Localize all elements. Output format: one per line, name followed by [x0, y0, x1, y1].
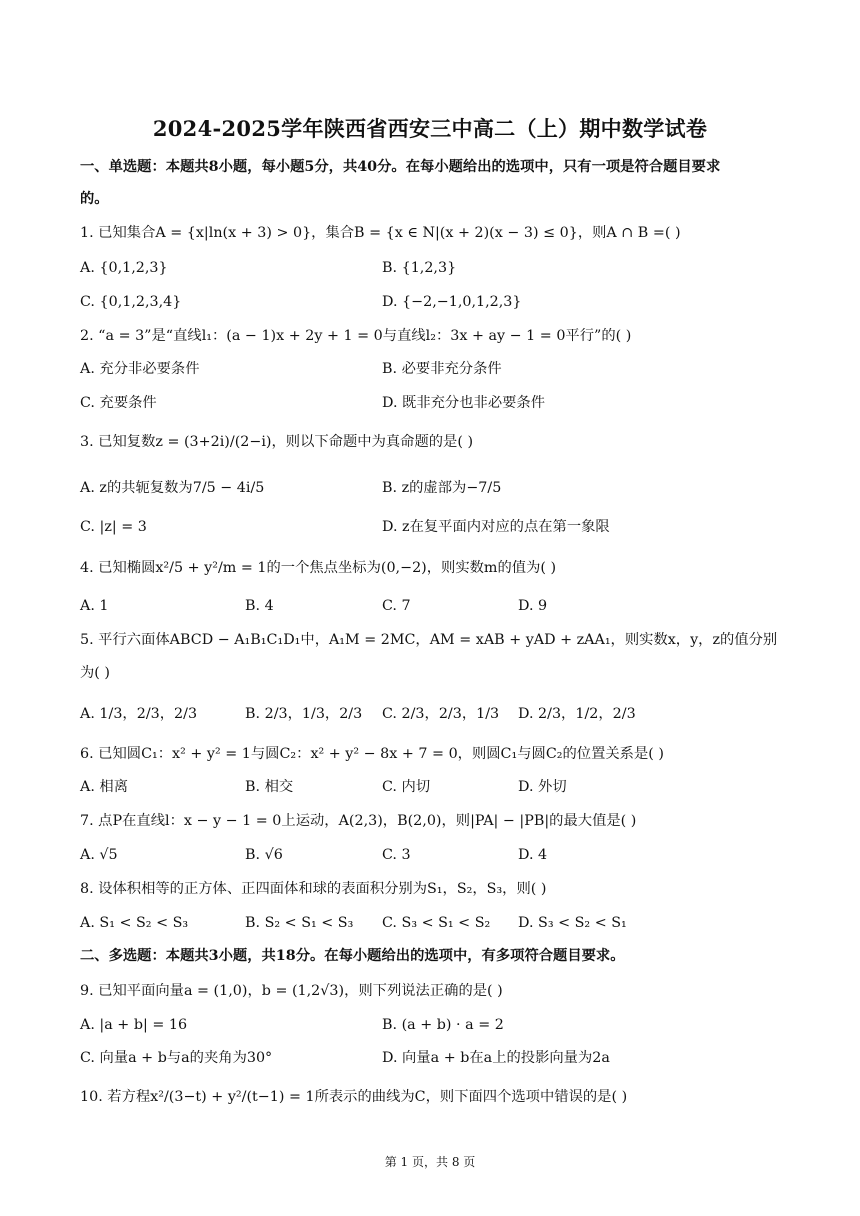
question-3-stem: 3. 已知复数z = (3+2i)/(2−i)，则以下命题中为真命题的是( ): [80, 434, 474, 450]
question-5-stem: 5. 平行六面体ABCD − A₁B₁C₁D₁中，A₁M = 2MC，AM = xAB + yAD + zAA₁，则实数x，y，z的值分别: [80, 632, 778, 648]
question-2-option-b[interactable]: B. 必要非充分条件: [382, 361, 502, 377]
question-2-stem: 2. “a = 3”是“直线l₁：(a − 1)x + 2y + 1 = 0与直线l₂：3x + ay − 1 = 0平行”的( ): [80, 328, 632, 344]
question-8-option-d[interactable]: D. S₃ < S₂ < S₁: [518, 915, 627, 931]
question-7-stem: 7. 点P在直线l：x − y − 1 = 0上运动，A(2,3)，B(2,0)，则|PA| − |PB|的最大值是( ): [80, 813, 637, 829]
question-5-option-c[interactable]: C. 2/3，2/3，1/3: [382, 706, 500, 722]
question-4-option-d[interactable]: D. 9: [518, 598, 548, 614]
question-5-option-b[interactable]: B. 2/3，1/3，2/3: [245, 706, 363, 722]
section-heading-continuation: 的。: [80, 191, 109, 207]
question-10-stem: 10. 若方程x²/(3−t) + y²/(t−1) = 1所表示的曲线为C，则下面四个选项中错误的是( ): [80, 1089, 628, 1105]
question-3-option-d[interactable]: D. z在复平面内对应的点在第一象限: [382, 519, 610, 535]
question-5-option-a[interactable]: A. 1/3，2/3，2/3: [80, 706, 198, 722]
question-4-option-a[interactable]: A. 1: [80, 598, 109, 614]
question-5-stem-continuation: 为( ): [80, 665, 110, 681]
page-footer: 第 1 页，共 8 页: [384, 1155, 476, 1169]
question-6-option-a[interactable]: A. 相离: [80, 779, 129, 795]
question-1-option-d[interactable]: D. {−2,−1,0,1,2,3}: [382, 294, 522, 310]
question-9-option-a[interactable]: A. |a + b| = 16: [80, 1017, 188, 1033]
question-5-option-d[interactable]: D. 2/3，1/2，2/3: [518, 706, 636, 722]
question-2-option-d[interactable]: D. 既非充分也非必要条件: [382, 395, 546, 411]
question-1-option-b[interactable]: B. {1,2,3}: [382, 260, 457, 276]
question-4-option-c[interactable]: C. 7: [382, 598, 411, 614]
question-9-option-c[interactable]: C. 向量a + b与a的夹角为30°: [80, 1050, 273, 1066]
question-4-stem: 4. 已知椭圆x²/5 + y²/m = 1的一个焦点坐标为(0,−2)，则实数m的值为( ): [80, 560, 557, 576]
question-1-option-a[interactable]: A. {0,1,2,3}: [80, 260, 168, 276]
question-2-option-c[interactable]: C. 充要条件: [80, 395, 157, 411]
question-4-option-b[interactable]: B. 4: [245, 598, 274, 614]
question-9-option-b[interactable]: B. (a + b) · a = 2: [382, 1017, 504, 1033]
question-9-option-d[interactable]: D. 向量a + b在a上的投影向量为2a: [382, 1050, 610, 1066]
question-3-option-c[interactable]: C. |z| = 3: [80, 519, 147, 535]
question-1-stem: 1. 已知集合A = {x|ln(x + 3) > 0}，集合B = {x ∈ N|(x + 2)(x − 3) ≤ 0}，则A ∩ B =( ): [80, 225, 681, 241]
question-7-option-a[interactable]: A. √5: [80, 847, 118, 863]
question-2-option-a[interactable]: A. 充分非必要条件: [80, 361, 200, 377]
question-6-option-b[interactable]: B. 相交: [245, 779, 294, 795]
question-8-option-c[interactable]: C. S₃ < S₁ < S₂: [382, 915, 491, 931]
question-3-option-b[interactable]: B. z的虚部为−7/5: [382, 480, 502, 496]
question-8-option-a[interactable]: A. S₁ < S₂ < S₃: [80, 915, 189, 931]
question-8-stem: 8. 设体积相等的正方体、正四面体和球的表面积分别为S₁，S₂，S₃，则( ): [80, 881, 547, 897]
question-8-option-b[interactable]: B. S₂ < S₁ < S₃: [245, 915, 354, 931]
question-6-stem: 6. 已知圆C₁：x² + y² = 1与圆C₂：x² + y² − 8x + 7 = 0，则圆C₁与圆C₂的位置关系是( ): [80, 746, 664, 762]
section-heading-multiple-choice: 二、多选题：本题共3小题，共18分。在每小题给出的选项中，有多项符合题目要求。: [80, 948, 625, 964]
section-heading-single-choice: 一、单选题：本题共8小题，每小题5分，共40分。在每小题给出的选项中，只有一项是符合题目要求: [80, 159, 721, 175]
question-1-option-c[interactable]: C. {0,1,2,3,4}: [80, 294, 182, 310]
question-3-option-a[interactable]: A. z的共轭复数为7/5 − 4i/5: [80, 480, 265, 496]
question-7-option-c[interactable]: C. 3: [382, 847, 411, 863]
page-title: 2024-2025学年陕西省西安三中高二（上）期中数学试卷: [152, 116, 708, 141]
question-7-option-d[interactable]: D. 4: [518, 847, 548, 863]
question-6-option-d[interactable]: D. 外切: [518, 779, 567, 795]
question-6-option-c[interactable]: C. 内切: [382, 779, 431, 795]
question-9-stem: 9. 已知平面向量a = (1,0)，b = (1,2√3)，则下列说法正确的是( ): [80, 983, 503, 999]
question-7-option-b[interactable]: B. √6: [245, 847, 283, 863]
